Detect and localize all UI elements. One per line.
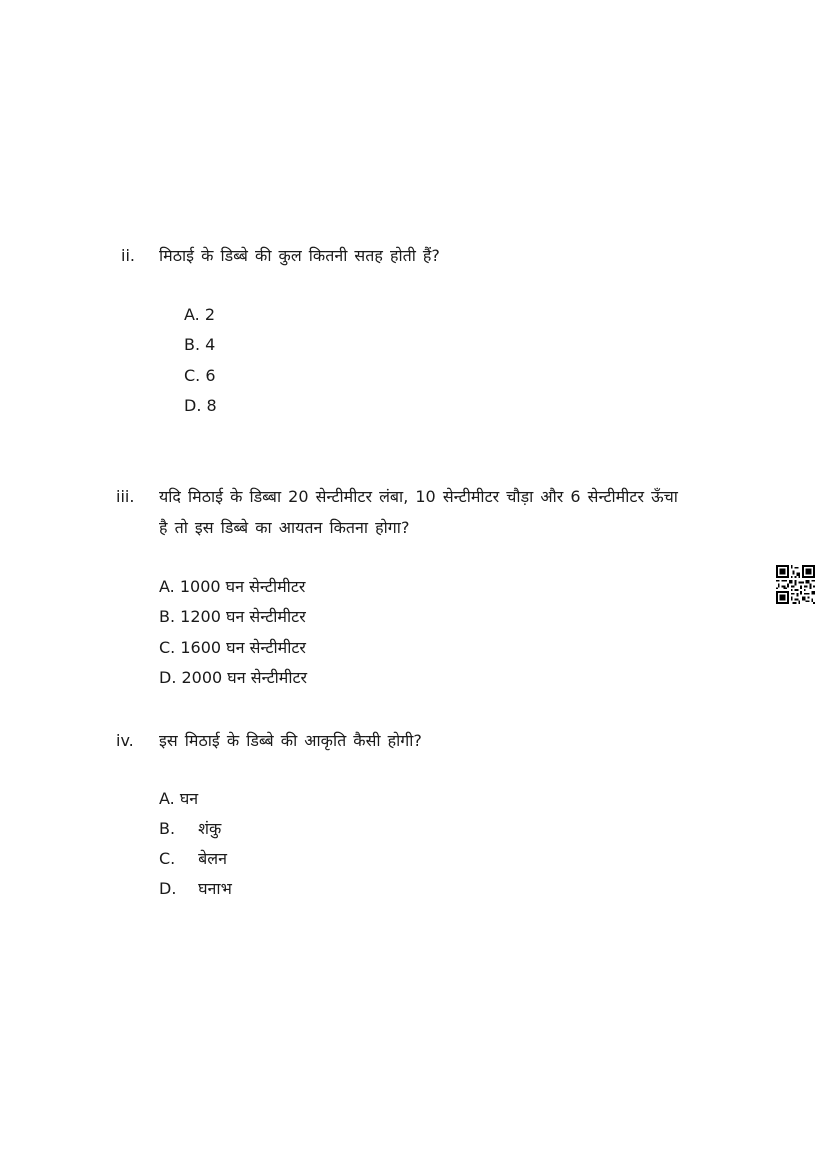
option-text: 1200 घन सेन्टीमीटर <box>180 607 306 626</box>
option-label: C. <box>159 638 176 657</box>
option-a <box>184 305 215 325</box>
option-label: C. <box>184 366 201 385</box>
option-label: D. <box>184 396 202 415</box>
option-a <box>159 789 198 809</box>
question-text: मिठाई के डिब्बे की कुल कितनी सतह होती हैं? <box>159 246 440 265</box>
option-label: B. <box>159 607 176 626</box>
question-number: ii. <box>121 246 135 265</box>
question-number: iv. <box>116 731 134 750</box>
option-c <box>159 849 227 869</box>
option-a <box>159 577 305 597</box>
option-text: 8 <box>206 396 217 415</box>
qr-code-icon <box>776 565 815 604</box>
option-text: घनाभ <box>198 879 232 898</box>
option-label: B. <box>184 335 201 354</box>
option-text: 1600 घन सेन्टीमीटर <box>180 638 306 657</box>
option-d <box>184 396 217 416</box>
question-text-line-1: यदि मिठाई के डिब्बा 20 सेन्टीमीटर लंबा, 10 सेन्टीमीटर चौड़ा और 6 सेन्टीमीटर ऊँचा <box>159 487 678 506</box>
option-text: बेलन <box>198 849 227 868</box>
option-d <box>159 668 307 688</box>
question-text: इस मिठाई के डिब्बे की आकृति कैसी होगी? <box>159 731 422 750</box>
option-b <box>159 819 221 839</box>
option-label: B. <box>159 819 176 838</box>
option-label: C. <box>159 849 176 868</box>
option-b <box>159 607 306 627</box>
option-c <box>159 638 306 658</box>
question-text-line-2: है तो इस डिब्बे का आयतन कितना होगा? <box>159 518 410 537</box>
question-number: iii. <box>116 487 135 506</box>
option-label: A. <box>159 577 175 596</box>
option-text: 1000 घन सेन्टीमीटर <box>179 577 306 596</box>
option-c <box>184 366 216 386</box>
option-label: A. <box>184 305 200 324</box>
option-d <box>159 879 232 899</box>
option-text: 6 <box>205 366 216 385</box>
option-text: शंकु <box>198 819 222 838</box>
option-text: 2 <box>204 305 216 324</box>
option-label: A. <box>159 789 175 808</box>
option-label: D. <box>159 879 177 898</box>
option-b <box>184 335 215 355</box>
option-text: 4 <box>205 335 216 354</box>
option-text: 2000 घन सेन्टीमीटर <box>181 668 308 687</box>
option-label: D. <box>159 668 177 687</box>
option-text: घन <box>179 789 199 808</box>
